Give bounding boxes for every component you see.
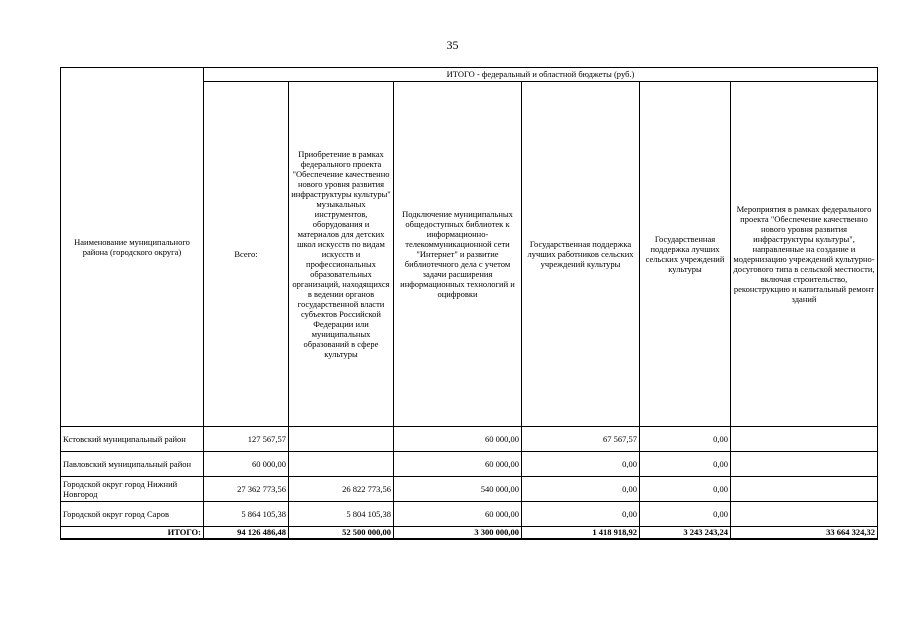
cell-libraries: 60 000,00 [394, 452, 522, 477]
cell-instruments: 26 822 773,56 [289, 477, 394, 502]
cell-rural-workers: 0,00 [522, 502, 640, 527]
budget-table [60, 67, 878, 540]
total-row [61, 527, 878, 540]
cell-total: 5 864 105,38 [204, 502, 289, 527]
cell-cultural-centers [731, 427, 878, 452]
column-header-instruments: Приобретение в рамках федерального проекта "Обеспечение качественно нового уровня развития инфраструктуры культуры" музыкальных инструментов, оборудования и материалов для детских школ искусств по видам искусств и профессиональных образовательных организаций, находящихся в ведении органов государственной власти субъектов Российской Федерации или муниципальных образований в сфере культуры [289, 82, 394, 427]
total-cell-cultural-centers: 33 664 324,32 [731, 527, 878, 540]
cell-libraries: 60 000,00 [394, 502, 522, 527]
cell-total: 27 362 773,56 [204, 477, 289, 502]
table-row [61, 477, 878, 502]
budget-group-header: ИТОГО - федеральный и областной бюджеты (руб.) [204, 68, 878, 82]
cell-rural-institutions: 0,00 [640, 427, 731, 452]
district-name: Павловский муниципальный район [61, 452, 204, 477]
district-name-header: Наименование муниципального района (городского округа) [61, 68, 204, 427]
column-header-cultural-centers: Мероприятия в рамках федерального проекта "Обеспечение качественно нового уровня развития инфраструктуры культуры", направленные на создание и модернизацию учреждений культурно-досугового типа в сельской местности, включая строительство, реконструкцию и капитальный ремонт зданий [731, 82, 878, 427]
table-row [61, 452, 878, 477]
cell-rural-workers: 0,00 [522, 452, 640, 477]
cell-instruments [289, 452, 394, 477]
cell-total: 60 000,00 [204, 452, 289, 477]
total-cell-rural-workers: 1 418 918,92 [522, 527, 640, 540]
cell-cultural-centers [731, 452, 878, 477]
table-row [61, 427, 878, 452]
district-name: Городской округ город Саров [61, 502, 204, 527]
cell-rural-workers: 67 567,57 [522, 427, 640, 452]
district-name: Кстовский муниципальный район [61, 427, 204, 452]
cell-cultural-centers [731, 502, 878, 527]
total-cell-rural-institutions: 3 243 243,24 [640, 527, 731, 540]
total-cell-libraries: 3 300 000,00 [394, 527, 522, 540]
table-row [61, 502, 878, 527]
column-header-rural-workers: Государственная поддержка лучших работников сельских учреждений культуры [522, 82, 640, 427]
column-header-total: Всего: [204, 82, 289, 427]
cell-rural-workers: 0,00 [522, 477, 640, 502]
cell-rural-institutions: 0,00 [640, 452, 731, 477]
total-cell-instruments: 52 500 000,00 [289, 527, 394, 540]
cell-libraries: 60 000,00 [394, 427, 522, 452]
cell-rural-institutions: 0,00 [640, 477, 731, 502]
cell-libraries: 540 000,00 [394, 477, 522, 502]
district-name: Городской округ город Нижний Новгород [61, 477, 204, 502]
column-header-rural-institutions: Государственная поддержка лучших сельских учреждений культуры [640, 82, 731, 427]
total-label: ИТОГО: [61, 527, 204, 540]
cell-instruments: 5 804 105,38 [289, 502, 394, 527]
column-header-libraries: Подключение муниципальных общедоступных библиотек к информационно-телекоммуникационной сети "Интернет" и развитие библиотечного дела с учетом задачи расширения информационных технологий и оцифровки [394, 82, 522, 427]
cell-total: 127 567,57 [204, 427, 289, 452]
cell-instruments [289, 427, 394, 452]
page-number: 35 [446, 38, 459, 52]
cell-cultural-centers [731, 477, 878, 502]
cell-rural-institutions: 0,00 [640, 502, 731, 527]
total-cell-total: 94 126 486,48 [204, 527, 289, 540]
